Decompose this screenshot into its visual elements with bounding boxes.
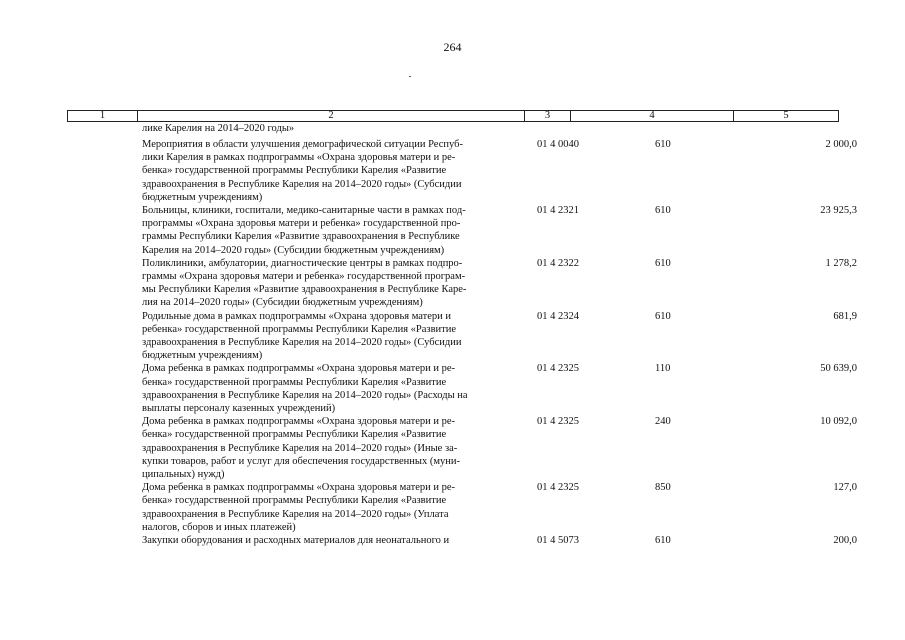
row-description: Дома ребенка в рамках подпрограммы «Охрана здоровья матери и ре- бенка» государственной программы Республики Карелия «Развитие здравоохранения в Республике Карелия на 2014–2020 годы» (Иные за- купки товаров, работ и услуг для обеспечения государственных (муни- ципальных) нужд) — [142, 416, 460, 481]
row-code: 01 4 2325 — [537, 482, 579, 494]
row-code: 01 4 2325 — [537, 363, 579, 375]
row-description: Дома ребенка в рамках подпрограммы «Охрана здоровья матери и ре- бенка» государственной программы Республики Карелия «Развитие здравоохранения в Республике Карелия на 2014–2020 годы» (Уплата налогов, сборов и иных платежей) — [142, 482, 456, 533]
row-description: Мероприятия в области улучшения демографической ситуации Респуб- лики Карелия в рамках подпрограммы «Охрана здоровья матери и ре- бенка» государственной программы Республики Карелия «Развитие здравоохранения в Республике Карелия на 2014–2020 годы» (Субсидии бюджетным учреждениям) — [142, 139, 463, 203]
table-row — [0, 362, 905, 415]
table-row — [0, 204, 905, 257]
row-code: 01 4 2324 — [537, 310, 579, 322]
column-header-1: 1 — [99, 110, 106, 121]
row-description: Родильные дома в рамках подпрограммы «Охрана здоровья матери и ребенка» государственной программы Республики Карелия «Развитие здравоохранения в Республике Карелия на 2014–2020 годы» (Субсидии бюджетным учреждениям) — [142, 310, 462, 362]
row-expense-type: 610 — [655, 310, 671, 322]
row-code: 01 4 2321 — [537, 205, 579, 217]
scan-speck — [409, 76, 411, 77]
table-row — [0, 138, 905, 204]
row-amount: 23 925,3 — [820, 205, 857, 217]
row-amount: 127,0 — [833, 482, 857, 494]
row-description: Закупки оборудования и расходных материалов для неонатального и — [142, 535, 450, 547]
column-header-2: 2 — [137, 111, 524, 121]
table-row — [0, 310, 905, 363]
row-amount: 50 639,0 — [820, 363, 857, 375]
row-expense-type: 110 — [655, 363, 671, 375]
column-header-5: 5 — [733, 111, 838, 121]
row-expense-type: 610 — [655, 205, 671, 217]
row-expense-type: 610 — [655, 535, 671, 547]
row-amount: 10 092,0 — [820, 416, 857, 428]
row-amount: 200,0 — [833, 535, 857, 547]
table-row — [0, 534, 905, 547]
table-row — [0, 415, 905, 481]
continuation-text: лике Карелия на 2014–2020 годы» — [142, 123, 295, 134]
table-row — [0, 481, 905, 534]
row-expense-type: 240 — [655, 416, 671, 428]
page-number: 264 — [443, 40, 462, 54]
column-header-4: 4 — [570, 111, 733, 121]
row-amount: 2 000,0 — [825, 139, 857, 150]
row-code: 01 4 0040 — [537, 139, 579, 150]
row-code: 01 4 2322 — [537, 257, 579, 269]
row-code: 01 4 5073 — [537, 535, 579, 547]
table-body — [0, 138, 905, 547]
row-expense-type: 610 — [655, 257, 671, 269]
table-row — [0, 257, 905, 310]
column-header-3: 3 — [524, 111, 570, 121]
row-description: Поликлиники, амбулатории, диагностические центры в рамках подпро- граммы «Охрана здоровья матери и ребенка» государственной програм- мы Республики Карелия «Развитие здравоохранения в Республике Каре- лия на 2014–2020 годы» (Субсидии бюджетным учреждениям) — [142, 257, 467, 309]
row-amount: 681,9 — [833, 310, 857, 322]
row-expense-type: 850 — [655, 482, 671, 494]
row-description: Дома ребенка в рамках подпрограммы «Охрана здоровья матери и ре- бенка» государственной программы Республики Карелия «Развитие здравоохранения в Республике Карелия на 2014–2020 годы» (Расходы на выплаты персоналу казенных учреждений) — [142, 363, 468, 415]
row-amount: 1 278,2 — [825, 257, 857, 269]
row-expense-type: 610 — [655, 139, 671, 150]
row-code: 01 4 2325 — [537, 416, 579, 428]
row-description: Больницы, клиники, госпитали, медико-санитарные части в рамках под- программы «Охрана здоровья матери и ребенка» государственной про- граммы Республики Карелия «Развитие здравоохранения в Республике Карелия на 2014–2020 годы» (Субсидии бюджетным учреждениям) — [142, 205, 466, 256]
table-header-row — [67, 110, 839, 122]
